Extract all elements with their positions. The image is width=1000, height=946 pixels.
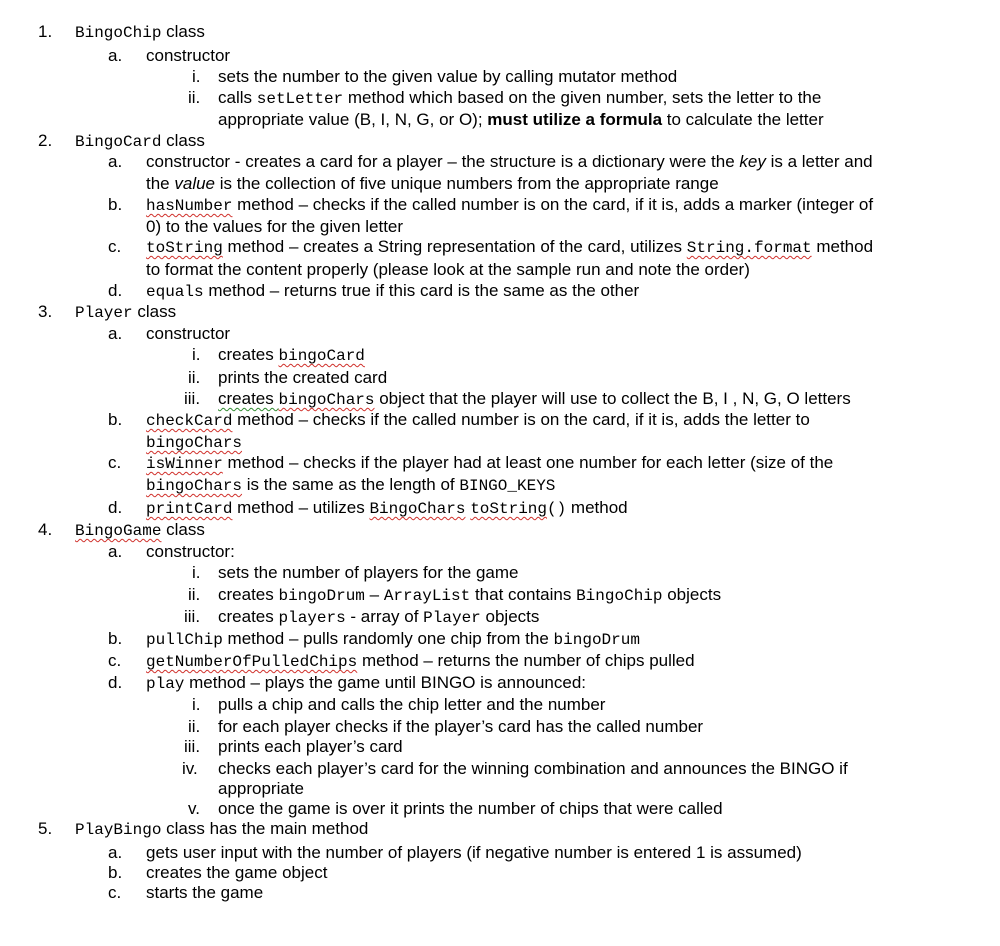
class-name: BingoChip	[75, 24, 162, 42]
section-number: 1.	[38, 22, 53, 41]
class-name: BingoCard	[75, 133, 162, 151]
class-name: Player	[75, 304, 133, 322]
class-name: BingoGame	[75, 522, 162, 540]
document-page: 1. BingoChip class a. constructor i. sets the number to the given value by calling mutator method ii. calls setLetter method which based on the given number, sets the letter to the appropriate value (B, I, N, G, or O); must utilize a formula to calculate the letter 2. BingoCard class a. constructor - creates a card for a player – the structure is a dictionary were the key is a letter and the value is the collection of five unique numbers from the appropriate range b. hasNumber method – checks if the called number is on the card, if it is, adds a marker (integer of 0) to the values for the given letter c. toString method – creates a String representation of the card, utilizes String.format method to format the content properly (please look at the sample run and note the order) d. equals method – returns true if this card is the same as the other 3. Player class a. constructor i. creates bingoCard ii. prints the created card iii. creates bingoChars object that the player will use to collect the B, I , N, G, O letters b. checkCard method – checks if the called number is on the card, if it is, adds the letter to bingoChars c. isWinner method – checks if the player had at least one number for each letter (size of the bingoChars is the same as the length of BINGO_KEYS d. printCard method – utilizes BingoChars toString() method 4. BingoGame class a. constructor: i. sets the number of players for the game ii. creates bingoDrum – ArrayList that contains BingoChip objects iii. creates players - array of Player objects b. pullChip method – pulls randomly one chip from the bingoDrum c. getNumberOfPulledChips method – returns the number of chips pulled d. play method – plays the game until BINGO is announced: i. pulls a chip and calls the chip letter and the number ii. for each player checks if the player’s card has the called number iii. prints each player’s card iv. checks each player’s card for the winning combination and announces the BINGO if appropriate v. once the game is over it prints the number of chips that were called 5. PlayBingo class has the main method a. gets user input with the number of players (if negative number is entered 1 is assumed) b. creates the game object c. starts the game	[38, 22, 874, 902]
class-name: PlayBingo	[75, 821, 162, 839]
